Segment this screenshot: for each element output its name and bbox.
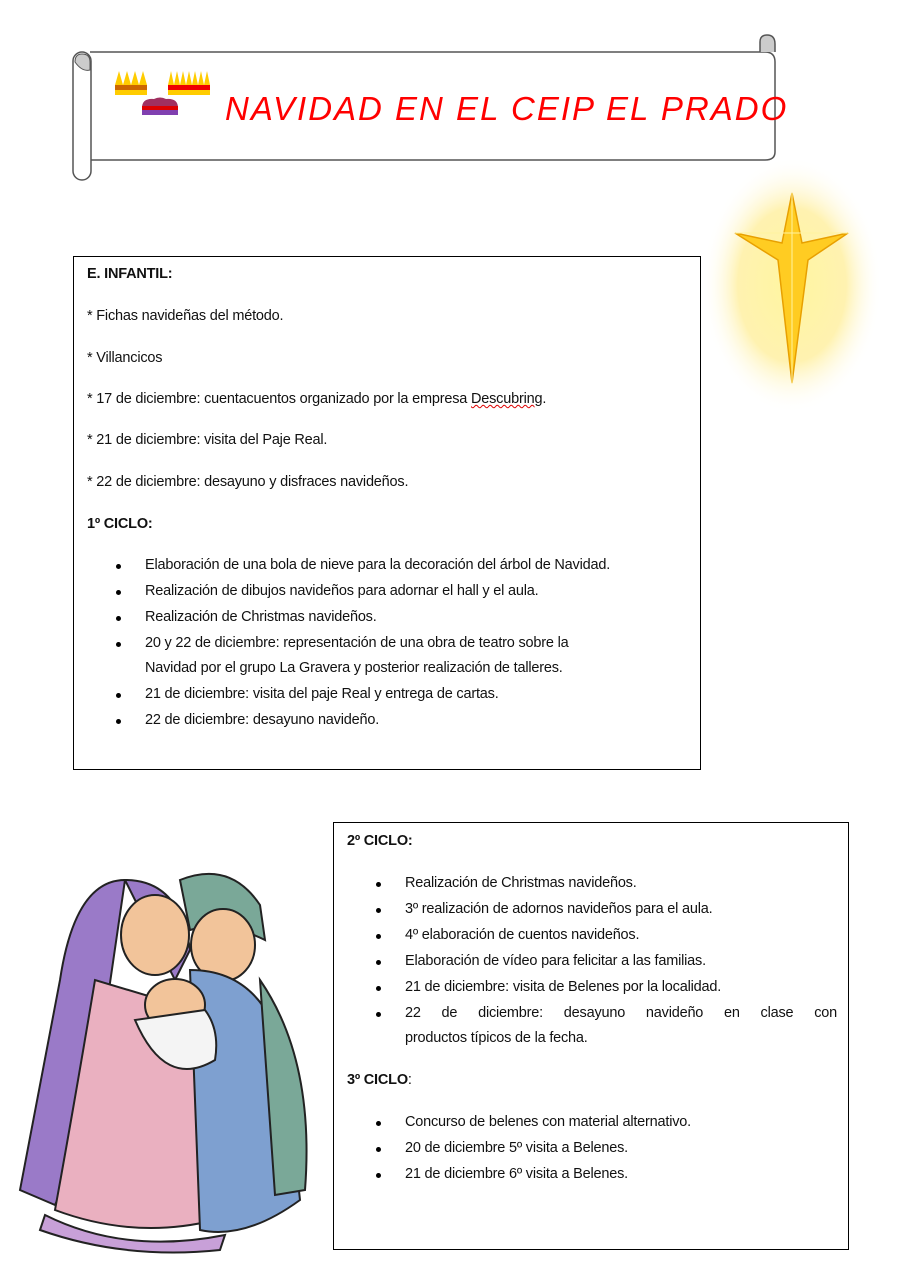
ciclo2-ciclo3-box [333, 822, 849, 1250]
crowns-icon [112, 68, 214, 118]
item-text: 21 de diciembre 6º visita a Belenes. [405, 1166, 628, 1182]
item-text: 4º elaboración de cuentos navideños. [405, 927, 640, 943]
item-text: Realización de Christmas navideños. [145, 609, 377, 625]
list-item-continuation: Navidad por el grupo La Gravera y posterior realización de talleres. [145, 660, 563, 676]
ciclo1-heading: 1º CICLO: [87, 516, 153, 532]
list-item: * 21 de diciembre: visita del Paje Real. [87, 432, 328, 448]
item-text: 3º realización de adornos navideños para el aula. [405, 901, 713, 917]
star-of-bethlehem-image [700, 155, 885, 415]
item-text: Concurso de belenes con material alternativo. [405, 1114, 691, 1130]
item-text: 21 de diciembre: visita del paje Real y entrega de cartas. [145, 686, 499, 702]
infantil-heading: E. INFANTIL: [87, 266, 173, 282]
item-text: 20 y 22 de diciembre: representación de una obra de teatro sobre la [145, 635, 569, 651]
item-text: 22 de diciembre: desayuno navideño en clase con [405, 1005, 837, 1021]
heading-text: 3º CICLO [347, 1072, 408, 1088]
item-text: Realización de Christmas navideños. [405, 875, 637, 891]
item-text: 20 de diciembre 5º visita a Belenes. [405, 1140, 628, 1156]
item-text: Realización de dibujos navideños para adornar el hall y el aula. [145, 583, 539, 599]
list-item: * 22 de diciembre: desayuno y disfraces navideños. [87, 474, 409, 490]
list-item: * Fichas navideñas del método. [87, 308, 284, 324]
list-item: * Villancicos [87, 350, 163, 366]
list-item [87, 391, 546, 407]
heading-colon: : [407, 1072, 412, 1088]
item-text: Elaboración de una bola de nieve para la decoración del árbol de Navidad. [145, 557, 611, 573]
item-text: 22 de diciembre: desayuno navideño. [145, 712, 380, 728]
ciclo2-heading: 2º CICLO: [347, 833, 413, 849]
nativity-illustration [15, 860, 320, 1255]
infantil-1ciclo-box [73, 256, 701, 770]
list-item-continuation: productos típicos de la fecha. [405, 1030, 588, 1046]
company-name: Descubring [470, 391, 543, 407]
item-text: * 17 de diciembre: cuentacuentos organizado por la empresa [87, 391, 471, 407]
item-text: Elaboración de vídeo para felicitar a las familias. [405, 953, 706, 969]
ciclo3-heading [347, 1072, 412, 1088]
page-title: NAVIDAD EN EL CEIP EL PRADO [225, 90, 789, 127]
item-text: 21 de diciembre: visita de Belenes por la localidad. [405, 979, 722, 995]
item-tail: . [542, 391, 547, 407]
